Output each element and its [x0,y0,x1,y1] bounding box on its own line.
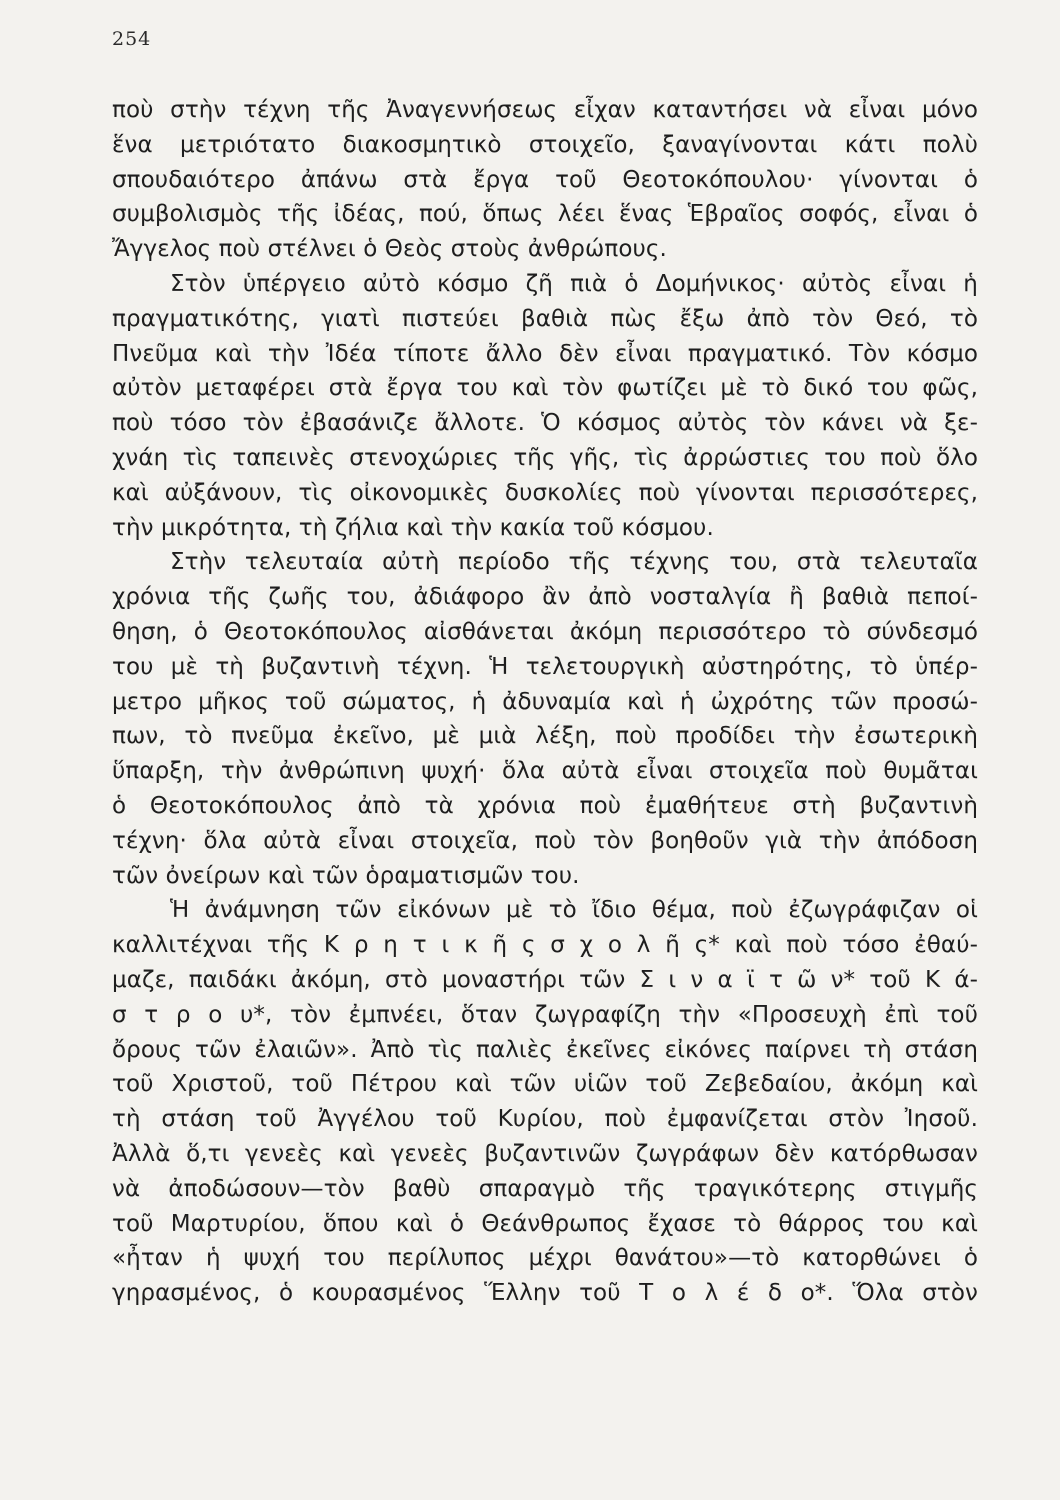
text-line: νὰ ἀποδώσουν—τὸν βαθὺ σπαραγμὸ τῆς τραγικότερης στιγμῆς [112,1175,978,1202]
text-line: Ἀλλὰ ὅ,τι γενεὲς καὶ γενεὲς βυζαντινῶν ζωγράφων δὲν κατόρθωσαν [112,1140,978,1167]
text-line: θηση, ὁ Θεοτοκόπουλος αἰσθάνεται ἀκόμη περισσότερο τὸ σύνδεσμό [112,618,978,645]
text-line: σπουδαιότερο ἀπάνω στὰ ἔργα τοῦ Θεοτοκόπουλου· γίνονται ὁ [112,166,978,193]
text-line: μετρο μῆκος τοῦ σώματος, ἡ ἀδυναμία καὶ ἡ ὠχρότης τῶν προσώ- [112,688,978,715]
text-line: Ἡ ἀνάμνηση τῶν εἰκόνων μὲ τὸ ἴδιο θέμα, ποὺ ἐζωγράφιζαν οἱ [170,897,978,924]
text-line: πων, τὸ πνεῦμα ἐκεῖνο, μὲ μιὰ λέξη, ποὺ προδίδει τὴν ἐσωτερικὴ [112,723,978,750]
text-line: καὶ αὐξάνουν, τὶς οἰκονομικὲς δυσκολίες ποὺ γίνονται περισσότερες, [112,479,978,506]
text-line: σ τ ρ ο υ*, τὸν ἐμπνέει, ὅταν ζωγραφίζη τὴν «Προσευχὴ ἐπὶ τοῦ [112,1001,978,1028]
text-line: Πνεῦμα καὶ τὴν Ἰδέα τίποτε ἄλλο δὲν εἶναι πραγματικό. Τὸν κόσμο [112,340,978,367]
text-line: αὐτὸν μεταφέρει στὰ ἔργα του καὶ τὸν φωτίζει μὲ τὸ δικό του φῶς, [112,375,978,402]
text-line: τοῦ Μαρτυρίου, ὅπου καὶ ὁ Θεάνθρωπος ἔχασε τὸ θάρρος του καὶ [112,1210,978,1237]
text-line: τῶν ὀνείρων καὶ τῶν ὁραματισμῶν του. [112,862,580,889]
text-line: ὁ Θεοτοκόπουλος ἀπὸ τὰ χρόνια ποὺ ἐμαθήτευε στὴ βυζαντινὴ [112,792,978,819]
text-line: συμβολισμὸς τῆς ἰδέας, πού, ὅπως λέει ἕνας Ἑβραῖος σοφός, εἶναι ὁ [112,201,978,228]
text-line: ὄρους τῶν ἐλαιῶν». Ἀπὸ τὶς παλιὲς ἐκεῖνες εἰκόνες παίρνει τὴ στάση [112,1036,978,1063]
text-line: τὴν μικρότητα, τὴ ζήλια καὶ τὴν κακία τοῦ κόσμου. [112,514,714,541]
text-line: χνάη τὶς ταπεινὲς στενοχώριες τῆς γῆς, τὶς ἀρρώστιες του ποὺ ὅλο [112,444,978,471]
page-number: 254 [112,28,152,50]
text-line: ὕπαρξη, τὴν ἀνθρώπινη ψυχή· ὅλα αὐτὰ εἶναι στοιχεῖα ποὺ θυμᾶται [112,758,978,785]
text-line: Στὸν ὑπέργειο αὐτὸ κόσμο ζῆ πιὰ ὁ Δομήνικος· αὐτὸς εἶναι ἡ [170,270,978,297]
text-line: του μὲ τὴ βυζαντινὴ τέχνη. Ἡ τελετουργικὴ αὐστηρότης, τὸ ὑπέρ- [112,653,978,680]
text-line: ποὺ στὴν τέχνη τῆς Ἀναγεννήσεως εἶχαν καταντήσει νὰ εἶναι μόνο [112,97,978,123]
text-line: μαζε, παιδάκι ἀκόμη, στὸ μοναστήρι τῶν Σ ι ν α ϊ τ ῶ ν* τοῦ Κ ά- [112,966,978,993]
text-line: καλλιτέχναι τῆς Κ ρ η τ ι κ ῆ ς σ χ ο λ ῆ ς* καὶ ποὺ τόσο ἐθαύ- [112,932,978,959]
text-line: Ἄγγελος ποὺ στέλνει ὁ Θεὸς στοὺς ἀνθρώπους. [112,236,667,263]
text-line: τὴ στάση τοῦ Ἀγγέλου τοῦ Κυρίου, ποὺ ἐμφανίζεται στὸν Ἰησοῦ. [112,1106,978,1133]
text-line: γηρασμένος, ὁ κουρασμένος Ἕλλην τοῦ Τ ο λ έ δ ο*. Ὅλα στὸν [112,1280,978,1307]
text-line: ποὺ τόσο τὸν ἐβασάνιζε ἄλλοτε. Ὁ κόσμος αὐτὸς τὸν κάνει νὰ ξε- [112,410,978,437]
text-line: πραγματικότης, γιατὶ πιστεύει βαθιὰ πὼς ἔξω ἀπὸ τὸν Θεό, τὸ [112,305,978,332]
text-line: Στὴν τελευταία αὐτὴ περίοδο τῆς τέχνης του, στὰ τελευταῖα [170,549,978,576]
text-line: ἕνα μετριότατο διακοσμητικὸ στοιχεῖο, ξαναγίνονται κάτι πολὺ [112,131,978,158]
text-line: «ἦταν ἡ ψυχή του περίλυπος μέχρι θανάτου»—τὸ κατορθώνει ὁ [112,1245,978,1272]
text-line: τέχνη· ὅλα αὐτὰ εἶναι στοιχεῖα, ποὺ τὸν βοηθοῦν γιὰ τὴν ἀπόδοση [112,827,978,854]
text-line: τοῦ Χριστοῦ, τοῦ Πέτρου καὶ τῶν υἱῶν τοῦ Ζεβεδαίου, ἀκόμη καὶ [112,1071,978,1098]
text-line: χρόνια τῆς ζωῆς του, ἀδιάφορο ἂν ἀπὸ νοσταλγία ἢ βαθιὰ πεποί- [112,584,978,611]
body-text [112,93,978,1311]
